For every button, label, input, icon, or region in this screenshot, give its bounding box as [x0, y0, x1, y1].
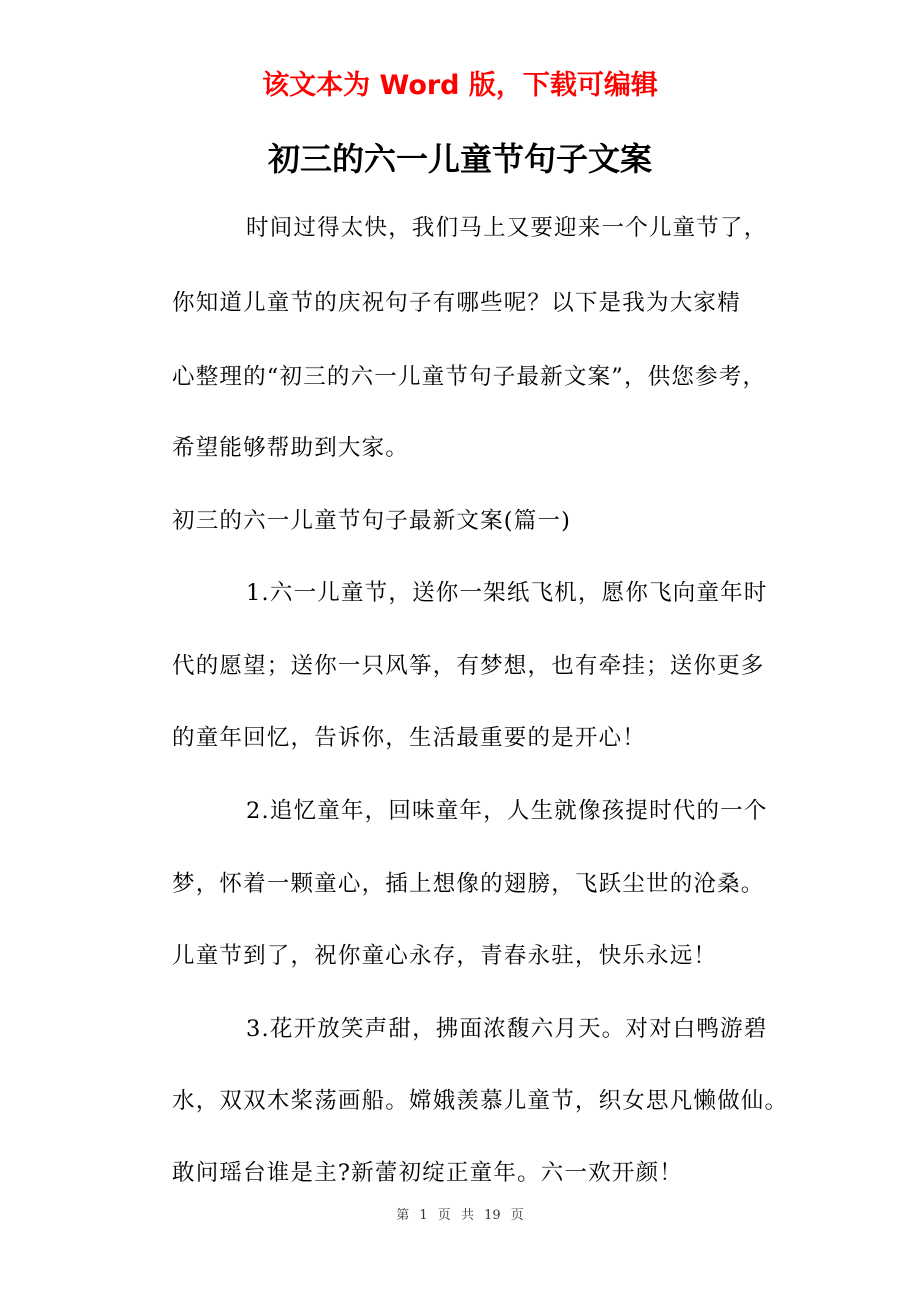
intro-paragraph-line-4: 希望能够帮助到大家。 [172, 435, 410, 461]
item-2-line-2: 梦，怀着一颗童心，插上想像的翅膀，飞跃尘世的沧桑。 [172, 871, 765, 897]
total-page-count: 19 [484, 1208, 501, 1223]
page-footer [0, 1206, 920, 1226]
item-3-line-3: 敢问瑶台谁是主?新蕾初绽正童年。六一欢开颜！ [172, 1160, 683, 1186]
intro-paragraph-line-1: 时间过得太快，我们马上又要迎来一个儿童节了， [246, 215, 768, 241]
footer-total-label: 共 [460, 1208, 474, 1223]
current-page-number: 1 [419, 1208, 428, 1223]
footer-prefix: 第 [396, 1208, 410, 1223]
item-1-line-1: 1.六一儿童节，送你一架纸飞机，愿你飞向童年时 [246, 580, 768, 606]
editable-notice-banner: 该文本为 Word 版，下载可编辑 [262, 70, 658, 101]
intro-paragraph-line-3: 心整理的“初三的六一儿童节句子最新文案”，供您参考， [172, 364, 767, 390]
footer-total-unit: 页 [510, 1208, 524, 1223]
section-heading: 初三的六一儿童节句子最新文案(篇一) [172, 508, 572, 534]
item-1-line-2: 代的愿望；送你一只风筝，有梦想，也有牵挂；送你更多 [172, 653, 765, 679]
item-3-line-1: 3.花开放笑声甜，拂面浓馥六月天。对对白鸭游碧 [246, 1016, 768, 1042]
footer-page-unit: 页 [437, 1208, 451, 1223]
item-2-line-1: 2.追忆童年，回味童年，人生就像孩提时代的一个 [246, 798, 768, 824]
item-2-line-3: 儿童节到了，祝你童心永存，青春永驻，快乐永远！ [172, 943, 718, 969]
item-1-line-3: 的童年回忆，告诉你，生活最重要的是开心！ [172, 725, 647, 751]
document-title: 初三的六一儿童节句子文案 [267, 140, 652, 178]
item-3-line-2: 水，双双木桨荡画船。嫦娥羡慕儿童节，织女思凡懒做仙。 [172, 1088, 789, 1114]
intro-paragraph-line-2: 你知道儿童节的庆祝句子有哪些呢？以下是我为大家精 [172, 290, 741, 316]
